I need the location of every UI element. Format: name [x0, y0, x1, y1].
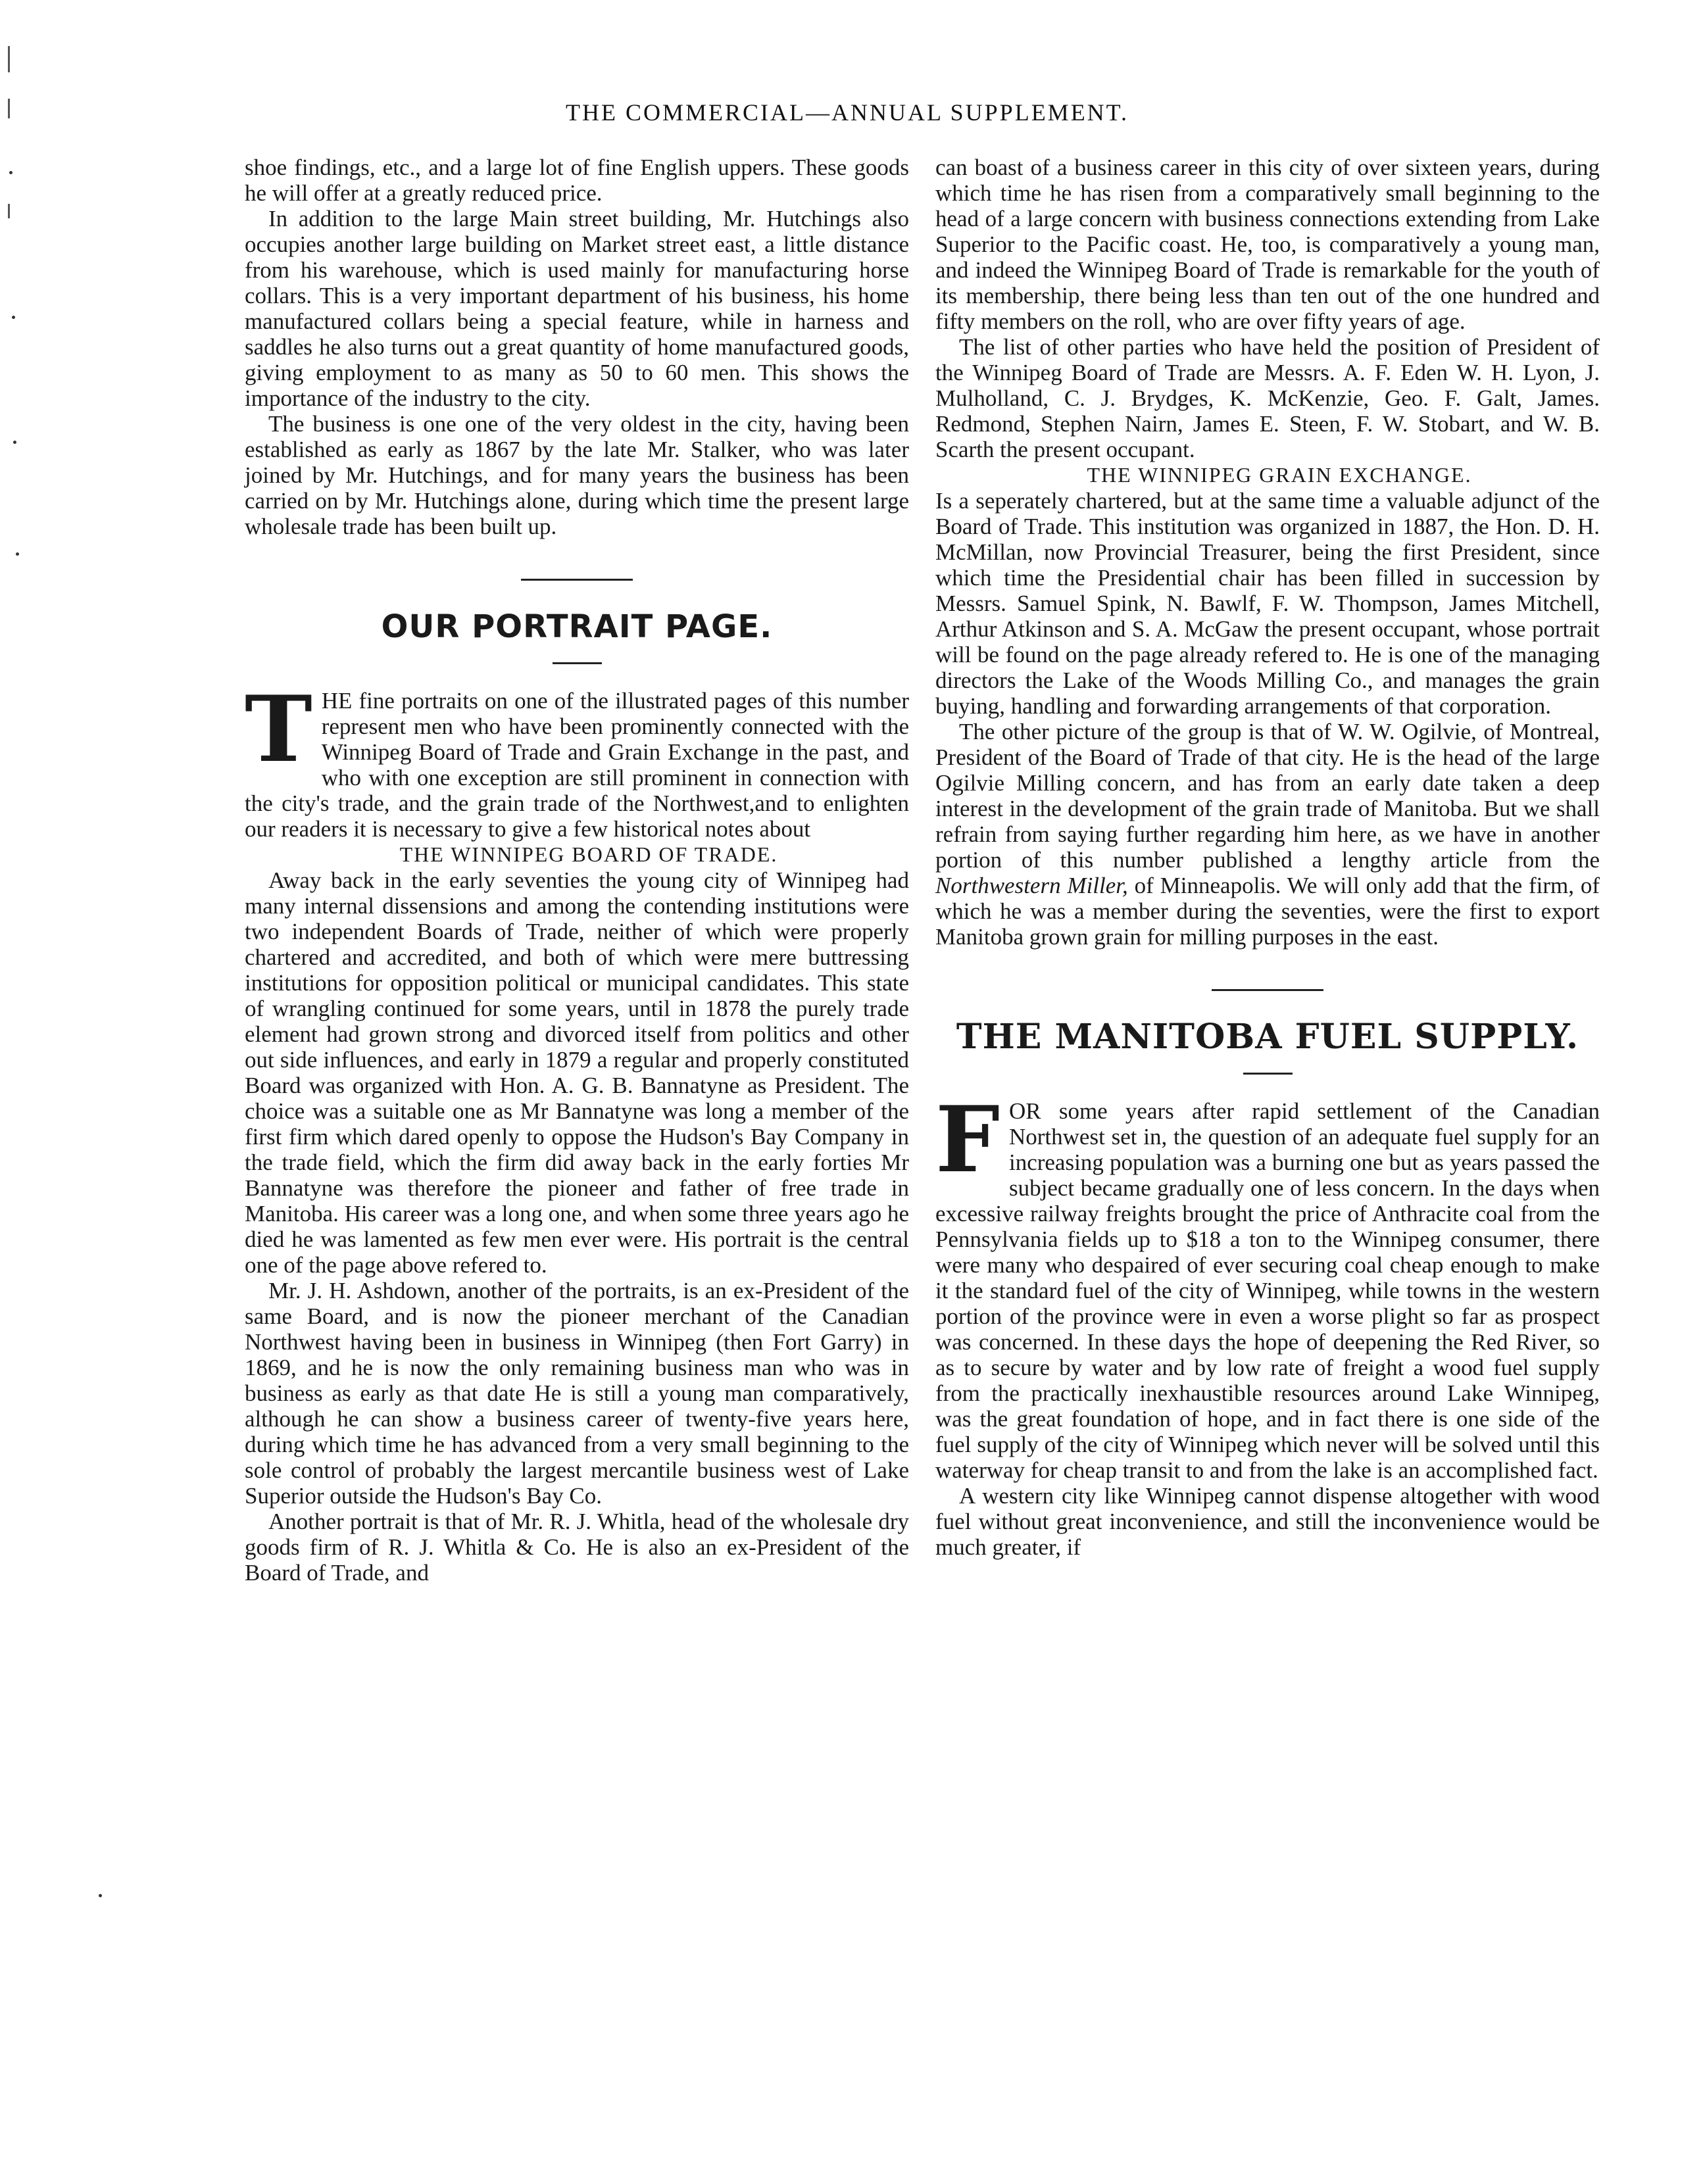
- scan-speck: [9, 171, 12, 174]
- left-column: [245, 155, 909, 1586]
- paragraph: Mr. J. H. Ashdown, another of the portraits, is an ex-President of the same Board, and is now the pioneer merchant of the Canadian Northwest having been in business in Winnipeg (then Fort Garry) in 1869, and he is now the only remaining business man who was in business as early as that date He is still a young man comparatively, although he can show a business career of twenty-five years here, during which time he has advanced from a very small beginning to the sole control of probably the largest mercantile business west of Lake Superior outside the Hudson's Bay Co.: [245, 1278, 909, 1509]
- paragraph: shoe findings, etc., and a large lot of fine English uppers. These goods he will offer at a greatly reduced price.: [245, 155, 909, 206]
- paragraph: Is a seperately chartered, but at the same time a valuable adjunct of the Board of Trade. This institution was organized in 1887, the Hon. D. H. McMillan, now Provincial Treasurer, being the first President, since which time the Presidential chair has been filled in succession by Messrs. Samuel Spink, N. Bawlf, F. W. Thompson, James Mitchell, Arthur Atkinson and S. A. McGaw the present occupant, whose portrait will be found on the page already refered to. He is one of the managing directors the Lake of the Woods Milling Co., and manages the grain buying, handling and forwarding arrangements of that corporation.: [935, 488, 1600, 719]
- paragraph-text: OR some years after rapid settlement of the Canadian Northwest set in, the question of an adequate fuel supply for an increasing population was a burning one but as years passed the subject became gradually one of less concern. In the days when excessive railway freights brought the price of Anthracite coal from the Pennsylvania fields up to $18 a ton to the Winnipeg consumer, there were many who despaired of ever securing coal cheap enough to make it the standard fuel of the city of Winnipeg, while towns in the western portion of the province were in even a worse plight so far as prospect was concerned. In these days the hope of deepening the Red River, so as to secure by water and by low rate of freight a wood fuel supply from the practically inexhaustible resources around Lake Winnipeg, was the great foundation of hope, and in fact there is one side of the fuel supply of the city of Winnipeg which never will be solved until this waterway for cheap transit to and from the lake is an accomplished fact.: [935, 1098, 1600, 1483]
- scan-speck: [12, 316, 15, 319]
- section-divider: [1212, 989, 1323, 991]
- scan-margin-marks: [3, 39, 22, 1420]
- right-column: [935, 155, 1600, 1560]
- scan-mark: [8, 99, 10, 118]
- paragraph: The business is one one of the very oldest in the city, having been established as early as 1867 by the late Mr. Stalker, who was later joined by Mr. Hutchings, and for many years the business has been carried on by Mr. Hutchings alone, during which time the present large wholesale trade has been built up.: [245, 411, 909, 539]
- paragraph: can boast of a business career in this city of over sixteen years, during which time he has risen from a comparatively small beginning to the head of a large concern with business connections extending from Lake Superior to the Pacific coast. He, too, is comparatively a young man, and indeed the Winnipeg Board of Trade is remarkable for the youth of its membership, there being less than ten out of the one hundred and fifty members on the roll, who are over fifty years of age.: [935, 155, 1600, 334]
- heading-rule: [553, 662, 602, 664]
- portrait-intro-paragraph: [245, 675, 909, 842]
- paragraph: In addition to the large Main street building, Mr. Hutchings also occupies another large building on Market street east, a little distance from his warehouse, which is used mainly for manufacturing horse collars. This is a very important department of his business, his home manufactured collars being a special feature, while in harness and saddles he also turns out a great quantity of home manufactured goods, giving employment to as many as 50 to 60 men. This shows the importance of the industry to the city.: [245, 206, 909, 411]
- paragraph-text: HE fine portraits on one of the illustrated pages of this number represent men who have been prominently connected with the Winnipeg Board of Trade and Grain Exchange in the past, and who with one exception are still prominent in connection with the city's trade, and the grain trade of the Northwest,and to enlighten our readers it is necessary to give a few historical notes about: [245, 688, 909, 842]
- drop-cap: T: [245, 675, 312, 783]
- paragraph: Away back in the early seventies the young city of Winnipeg had many internal dissensions and among the contending institutions were two independent Boards of Trade, neither of which were properly chartered and accredited, and both of which were mere buttressing institutions for opposition political or municipal candidates. This state of wrangling continued for some years, until in 1878 the purely trade element had grown strong and divorced itself from politics and other out side influences, and early in 1879 a regular and properly constituted Board was organized with Hon. A. G. B. Bannatyne as President. The choice was a suitable one as Mr Bannatyne was long a member of the first firm which dared openly to oppose the Hudson's Bay Company in the trade field, which the firm did away back in the early forties Mr Bannatyne was therefore the pioneer and father of free trade in Manitoba. His career was a long one, and when some three years ago he died he was lamented as few men ever were. His portrait is the central one of the page above refered to.: [245, 867, 909, 1278]
- scan-speck: [16, 552, 19, 556]
- drop-cap: F: [935, 1086, 1000, 1193]
- section-divider: [521, 579, 633, 581]
- running-head: THE COMMERCIAL—ANNUAL SUPPLEMENT.: [566, 99, 1129, 126]
- heading-rule: [1243, 1073, 1293, 1075]
- paragraph: The list of other parties who have held the position of President of the Winnipeg Board of Trade are Messrs. A. F. Eden W. H. Lyon, J. Mulholland, C. J. Brydges, K. McKenzie, Geo. F. Galt, James. Redmond, Stephen Nairn, James E. Steen, F. W. Stobart, and W. B. Scarth the present occupant.: [935, 334, 1600, 462]
- section-heading-fuel-supply: THE MANITOBA FUEL SUPPLY.: [956, 1017, 1579, 1057]
- section-heading-portrait-page: OUR PORTRAIT PAGE.: [381, 608, 773, 645]
- publication-title: Northwestern Miller,: [935, 873, 1128, 898]
- subheading-grain-exchange: THE WINNIPEG GRAIN EXCHANGE.: [1087, 463, 1472, 487]
- fuel-intro-paragraph: [935, 1086, 1600, 1483]
- scan-speck: [13, 441, 16, 444]
- scan-mark: [8, 46, 10, 72]
- scan-speck: [99, 1894, 102, 1897]
- paragraph-text: The other picture of the group is that of W. W. Ogilvie, of Montreal, President of the Board of Trade of that city. He is the head of the large Ogilvie Milling concern, and has from an early date taken a deep interest in the development of the grain trade of Manitoba. But we shall refrain from saying further regarding him here, as we have in another portion of this number published a lengthy article from the: [935, 719, 1600, 873]
- paragraph: Another portrait is that of Mr. R. J. Whitla, head of the wholesale dry goods firm of R. J. Whitla & Co. He is also an ex-President of the Board of Trade, and: [245, 1509, 909, 1586]
- paragraph-text: of Minneapolis. We will only add that the firm, of which he was a member during the seventies, were the first to export Manitoba grown grain for milling purposes in the east.: [935, 873, 1600, 950]
- paragraph: A western city like Winnipeg cannot dispense altogether with wood fuel without great inconvenience, and still the inconvenience would be much greater, if: [935, 1483, 1600, 1560]
- subheading-board-of-trade: THE WINNIPEG BOARD OF TRADE.: [399, 842, 778, 866]
- scan-mark: [8, 204, 10, 218]
- paragraph: [935, 719, 1600, 950]
